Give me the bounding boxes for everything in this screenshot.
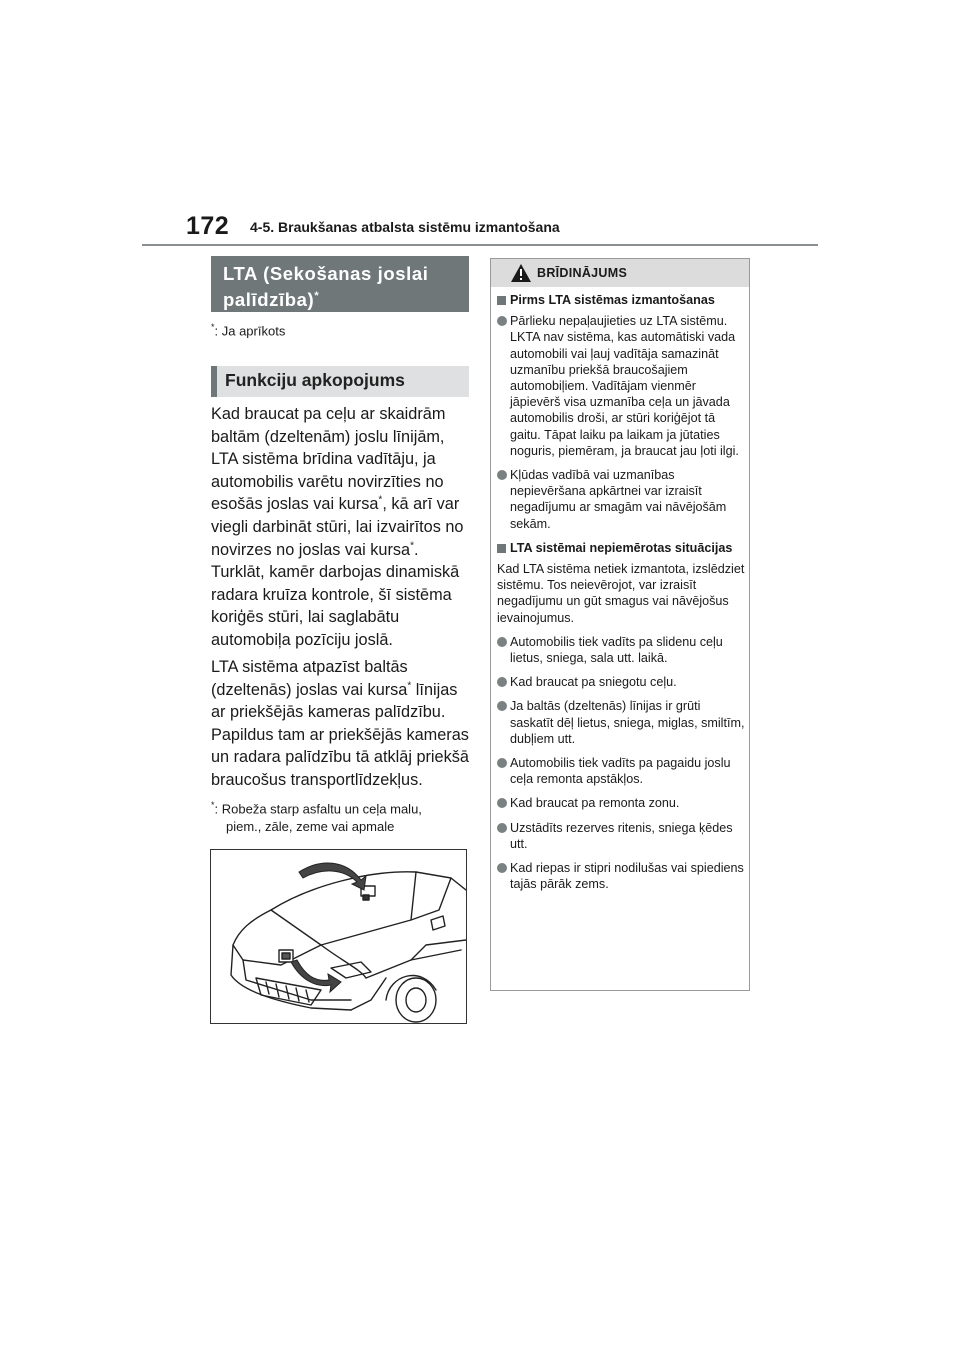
car-illustration	[210, 849, 467, 1024]
body-paragraph-1: Kad braucat pa ceļu ar skaidrām baltām (dzeltenām) joslu līnijām, LTA sistēma brīdina vadītāju, ja automobilis varētu novirzīties no esošās joslas vai kursa*, kā arī var viegli darbināt stūri, lai izvairītos no novirzes no joslas vai kursa*. Turklāt, kamēr darbojas dinamiskā radara kruīza kontrole, šī sistēma koriģēs stūri, lai saglabātu automobiļa pozīciju joslā.	[211, 405, 464, 649]
asterisk-mark: *	[211, 800, 215, 810]
heading-accent-bar	[211, 366, 217, 397]
warning-intro: Kad LTA sistēma netiek izmantota, izslēdziet sistēmu. Tos neievērojot, var izraisīt negadījumu un gūt smagus vai nāvējošus ievainojumus.	[497, 562, 745, 625]
body-paragraph-2: LTA sistēma atpazīst baltās (dzeltenās) joslas vai kursa* līnijas ar priekšējās kameras palīdzību. Papildus tam ar priekšējās kameras un radara palīdzību tā atklāj priekšā braucošus transportlīdzekļus.	[211, 658, 469, 789]
warning-bullet: Kad riepas ir stipri nodilušas vai spiediens tajās pārāk zems.	[497, 860, 745, 892]
warning-bullet: Kļūdas vadībā vai uzmanības nepievēršana apkārtnei var izraisīt negadījumu ar smagām vai nāvējošām sekām.	[497, 467, 745, 532]
footnote-line1: *: Robeža starp asfaltu un ceļa malu,	[211, 800, 422, 817]
equipped-note: *: Ja aprīkots	[211, 322, 286, 339]
footnote-line2: piem., zāle, zeme vai apmale	[226, 819, 395, 835]
asterisk-mark: *	[410, 540, 414, 552]
warning-bullet: Uzstādīts rezerves ritenis, sniega ķēdes utt.	[497, 820, 745, 852]
function-summary-heading-text: Funkciju apkopojums	[225, 370, 405, 390]
warning-bullet: Kad braucat pa sniegotu ceļu.	[497, 674, 745, 690]
asterisk-mark: *	[314, 290, 320, 302]
lta-title-banner	[211, 256, 469, 312]
lta-title-line2: palīdzība)*	[223, 289, 320, 311]
warning-bullet: Ja baltās (dzeltenās) līnijas ir grūti saskatīt dēļ lietus, sniega, miglas, smiltīm, dubļiem utt.	[497, 698, 745, 747]
car-line-drawing	[211, 850, 467, 1024]
asterisk-mark: *	[407, 680, 412, 692]
header-divider	[142, 244, 818, 246]
warning-section-heading: Pirms LTA sistēmas izmantošanas	[497, 292, 745, 308]
asterisk-mark: *	[211, 322, 215, 332]
warning-header	[491, 259, 749, 287]
footnote	[211, 796, 481, 836]
warning-triangle-icon	[510, 263, 532, 288]
warning-box	[490, 258, 750, 991]
warning-label: BRĪDINĀJUMS	[537, 266, 628, 280]
warning-bullet: Kad braucat pa remonta zonu.	[497, 795, 745, 811]
asterisk-mark: *	[378, 494, 383, 506]
warning-content	[497, 292, 745, 893]
warning-bullet: Pārlieku nepaļaujieties uz LTA sistēmu. LKTA nav sistēma, kas automātiski vada automobili vai ļauj vadītāja samazināt uzmanību priekšā braucošajiem automobiļiem. Vadītājam vienmēr jāpievērš visa uzmanība ceļa un jāvada automobilis droši, ar stūri koriģējot tā gaitu. Tāpat laiku pa laikam ja jūtaties noguris, piemēram, ja braucat jau ļoti ilgi.	[497, 313, 745, 459]
page-number: 172	[186, 212, 230, 240]
warning-bullet: Automobilis tiek vadīts pa pagaidu joslu ceļa remonta apstākļos.	[497, 755, 745, 787]
function-summary-heading	[211, 366, 469, 397]
section-title: 4-5. Braukšanas atbalsta sistēmu izmantošana	[250, 219, 560, 235]
warning-bullet: Automobilis tiek vadīts pa slidenu ceļu lietus, sniega, sala utt. laikā.	[497, 634, 745, 666]
lta-title-line1: LTA (Sekošanas joslai	[223, 263, 429, 284]
warning-section-heading: LTA sistēmai nepiemērotas situācijas	[497, 540, 745, 556]
